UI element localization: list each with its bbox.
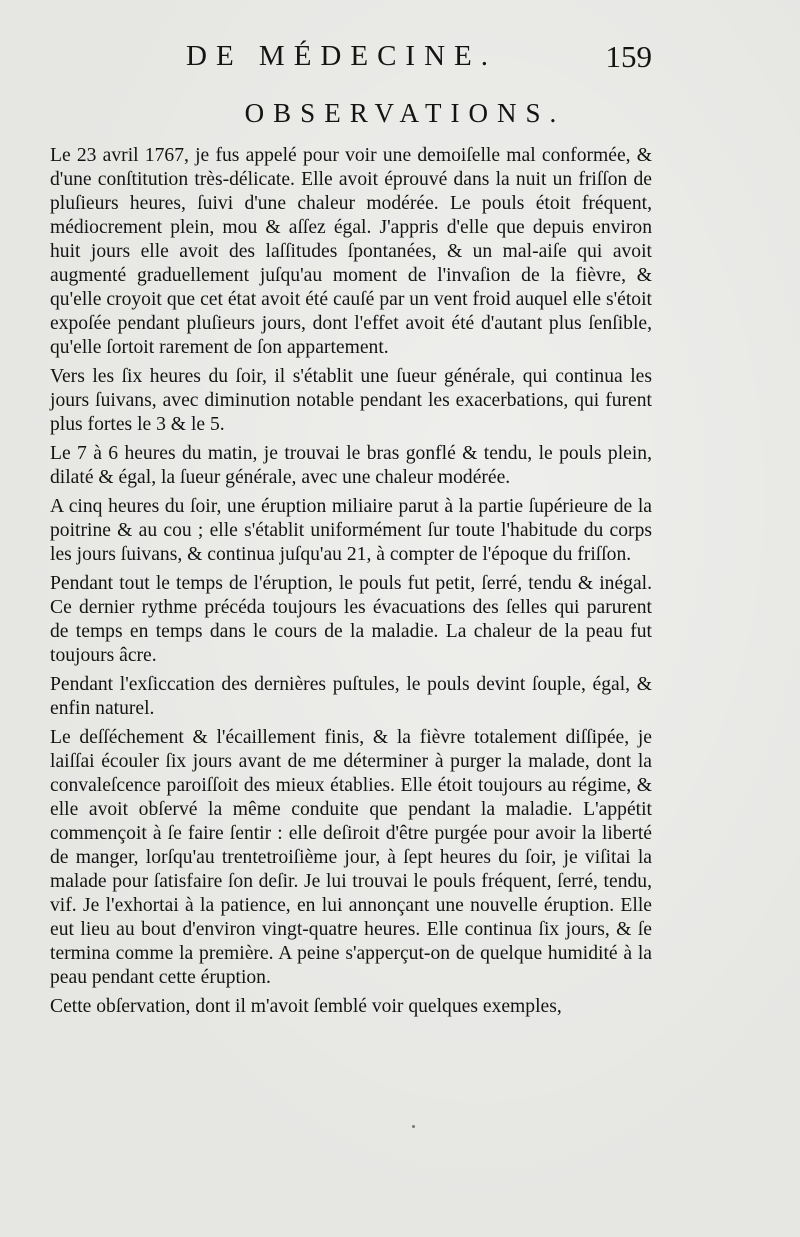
paragraph-4: A cinq heures du ſoir, une éruption miliaire parut à la partie ſupérieure de la poitrine & au cou ; elle s'établit uniformément ſur toute l'habitude du corps les jours ſuivans, & continua juſqu'au 21, à compter de l'époque du friſſon. <box>50 496 652 565</box>
paragraph-2: Vers les ſix heures du ſoir, il s'établit une ſueur générale, qui continua les jours ſuivans, avec diminution notable pendant les exacerbations, qui furent plus fortes le 3 & le 5. <box>50 366 652 435</box>
paragraph-6: Pendant l'exſiccation des dernières puſtules, le pouls devint ſouple, égal, & enfin naturel. <box>50 674 652 719</box>
paragraph-1: Le 23 avril 1767, je fus appelé pour voir une demoiſelle mal conformée, & d'une conſtitution très-délicate. Elle avoit éprouvé dans la nuit un friſſon de pluſieurs heures, ſuivi d'une chaleur modérée. Le pouls étoit fréquent, médiocrement plein, mou & aſſez égal. J'appris d'elle que depuis environ huit jours elle avoit des laſſitudes ſpontanées, & un mal-aiſe qui avoit augmenté graduellement juſqu'au moment de l'invaſion de la fièvre, & qu'elle croyoit que cet état avoit été cauſé par un vent froid auquel elle s'étoit expoſée pendant pluſieurs jours, dont l'effet avoit été d'autant plus ſenſible, qu'elle ſortoit rarement de ſon appartement. <box>50 145 652 358</box>
running-head <box>0 40 800 80</box>
paragraph-3: Le 7 à 6 heures du matin, je trouvai le bras gonflé & tendu, le pouls plein, dilaté & égal, la ſueur générale, avec une chaleur modérée. <box>50 443 652 488</box>
page-number: 159 <box>605 39 652 74</box>
ink-speck <box>412 1125 415 1128</box>
section-title: OBSERVATIONS. <box>244 98 566 128</box>
paragraph-8: Cette obſervation, dont il m'avoit ſemblé voir quelques exemples, <box>50 996 562 1017</box>
running-head-title: DE MÉDECINE. <box>186 40 497 72</box>
paragraph-5: Pendant tout le temps de l'éruption, le pouls fut petit, ſerré, tendu & inégal. Ce dernier rythme précéda toujours les évacuations des ſelles qui parurent de temps en temps dans le cours de la maladie. La chaleur de la peau fut toujours âcre. <box>50 573 652 666</box>
paragraph-7: Le deſſéchement & l'écaillement finis, & la fièvre totalement diſſipée, je laiſſai écouler ſix jours avant de me déterminer à purger la malade, dont la convaleſcence paroiſſoit des mieux établies. Elle étoit toujours au régime, & elle avoit obſervé la même conduite que pendant la maladie. L'appétit commençoit à ſe faire ſentir : elle deſiroit d'être purgée pour avoir la liberté de manger, lorſqu'au trentetroiſième jour, à ſept heures du ſoir, je viſitai la malade pour ſatisfaire ſon deſir. Je lui trouvai le pouls fréquent, ſerré, tendu, vif. Je l'exhortai à la patience, en lui annonçant une nouvelle éruption. Elle eut lieu au bout d'environ vingt-quatre heures. Elle continua ſix jours, & ſe termina comme la première. A peine s'apperçut-on de quelque humidité à la peau pendant cette éruption. <box>50 727 652 988</box>
body-text <box>50 144 652 1024</box>
